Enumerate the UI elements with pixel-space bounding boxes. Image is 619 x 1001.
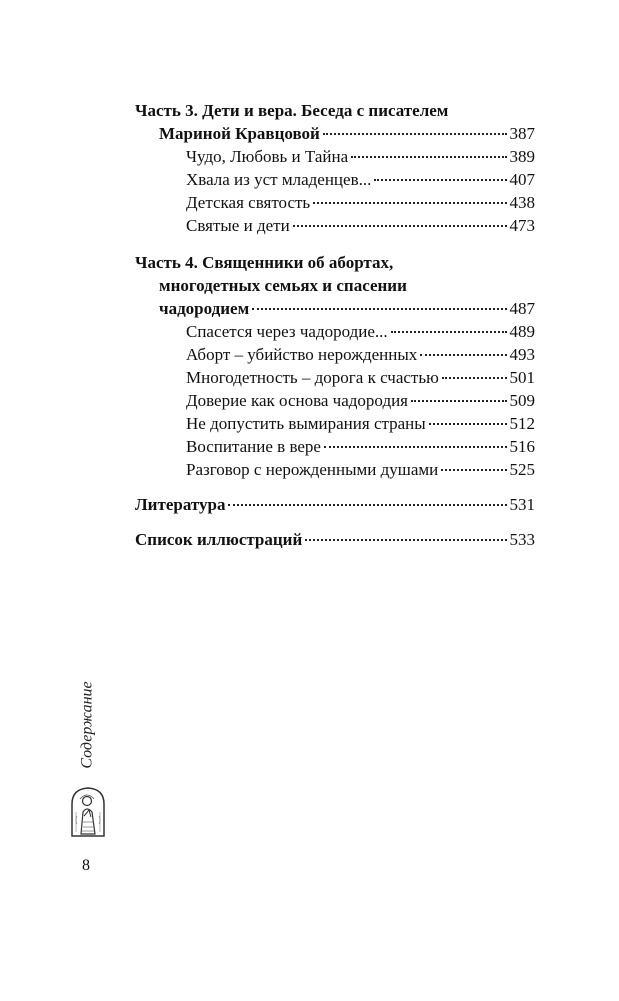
toc-entry-part4[interactable] bbox=[135, 297, 535, 320]
spacer bbox=[135, 237, 535, 251]
page-number: 8 bbox=[82, 857, 90, 874]
part4-heading-line1: Часть 4. Священники об абортах, bbox=[135, 253, 394, 272]
dot-leader bbox=[411, 400, 506, 402]
toc-entry-label: Святые и дети bbox=[186, 216, 290, 235]
toc-entry-page: 509 bbox=[509, 391, 535, 410]
toc-entry-label: Детская святость bbox=[186, 193, 311, 212]
toc-entry-label: Литература bbox=[135, 495, 226, 514]
toc-entry-page: 387 bbox=[509, 124, 535, 143]
toc-entry-part3[interactable] bbox=[135, 122, 535, 145]
toc-entry-page: 489 bbox=[509, 322, 535, 341]
toc-entry-label: Доверие как основа чадородия bbox=[186, 391, 409, 410]
running-section-title bbox=[73, 680, 103, 770]
part4-heading-line2: многодетных семьях и спасении bbox=[159, 276, 407, 295]
section-title-text: Содержание bbox=[79, 681, 96, 769]
praying-figure-icon bbox=[68, 786, 108, 838]
toc-entry[interactable] bbox=[135, 191, 535, 214]
dot-leader bbox=[391, 331, 507, 333]
dot-leader bbox=[442, 377, 507, 379]
toc-entry-page: 501 bbox=[509, 368, 535, 387]
dot-leader bbox=[324, 446, 507, 448]
toc-entry-literature[interactable] bbox=[135, 493, 535, 516]
part3-heading: Часть 3. Дети и вера. Беседа с писателем bbox=[135, 101, 449, 120]
dot-leader bbox=[293, 225, 507, 227]
dot-leader bbox=[429, 423, 507, 425]
dot-leader bbox=[228, 504, 506, 506]
toc-entry[interactable] bbox=[135, 458, 535, 481]
toc-entry-label: Аборт – убийство нерожденных bbox=[186, 345, 418, 364]
toc-entry-label: Чудо, Любовь и Тайна bbox=[186, 147, 349, 166]
spacer bbox=[135, 516, 535, 528]
dot-leader bbox=[351, 156, 506, 158]
dot-leader bbox=[313, 202, 506, 204]
toc-entry-page: 438 bbox=[509, 193, 535, 212]
toc-entry-page: 487 bbox=[509, 299, 535, 318]
toc-entry-page: 389 bbox=[509, 147, 535, 166]
dot-leader bbox=[305, 539, 506, 541]
toc-entry[interactable] bbox=[135, 343, 535, 366]
toc-entry-page: 525 bbox=[509, 460, 535, 479]
toc-entry[interactable] bbox=[135, 412, 535, 435]
toc-entry[interactable] bbox=[135, 168, 535, 191]
toc-entry[interactable] bbox=[135, 389, 535, 412]
toc-entry-page: 407 bbox=[509, 170, 535, 189]
toc-entry-label: Спасется через чадородие... bbox=[186, 322, 388, 341]
toc-entry-page: 473 bbox=[509, 216, 535, 235]
dot-leader bbox=[323, 133, 507, 135]
toc-entry-illustrations[interactable] bbox=[135, 528, 535, 551]
toc-entry-page: 531 bbox=[509, 495, 535, 514]
dot-leader bbox=[374, 179, 506, 181]
spacer bbox=[135, 481, 535, 493]
toc-entry-label: Хвала из уст младенцев... bbox=[186, 170, 372, 189]
toc-entry-label: Многодетность – дорога к счастью bbox=[186, 368, 439, 387]
toc-entry-label: Не допустить вымирания страны bbox=[186, 414, 426, 433]
toc-entry-page: 512 bbox=[509, 414, 535, 433]
toc-entry-label: Список иллюстраций bbox=[135, 530, 303, 549]
toc-entry-label: Разговор с нерожденными душами bbox=[186, 460, 439, 479]
toc-entry-page: 533 bbox=[509, 530, 535, 549]
toc-entry[interactable] bbox=[135, 214, 535, 237]
toc-entry[interactable] bbox=[135, 366, 535, 389]
toc-entry-label: чадородием bbox=[159, 299, 250, 318]
dot-leader bbox=[441, 469, 506, 471]
toc-entry-label: Мариной Кравцовой bbox=[159, 124, 320, 143]
table-of-contents bbox=[135, 99, 535, 551]
toc-entry[interactable] bbox=[135, 320, 535, 343]
toc-entry[interactable] bbox=[135, 145, 535, 168]
toc-entry-page: 493 bbox=[509, 345, 535, 364]
toc-entry[interactable] bbox=[135, 435, 535, 458]
toc-entry-label: Воспитание в вере bbox=[186, 437, 321, 456]
dot-leader bbox=[252, 308, 506, 310]
toc-entry-page: 516 bbox=[509, 437, 535, 456]
dot-leader bbox=[420, 354, 506, 356]
